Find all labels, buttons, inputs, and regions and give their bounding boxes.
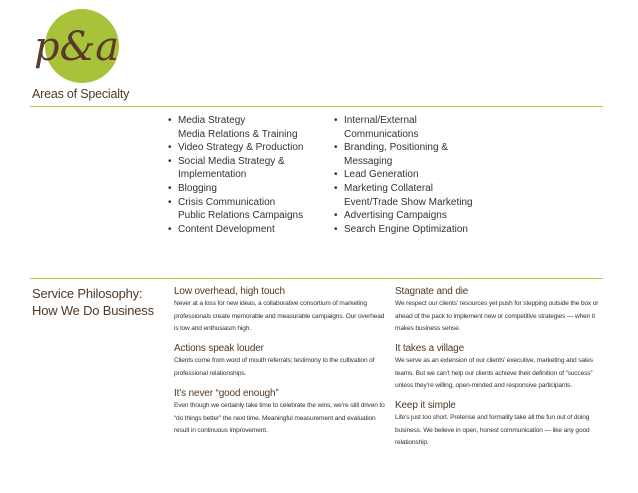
- bullet-icon: •: [334, 169, 338, 181]
- specialty-item-text: Internal/External: [344, 115, 417, 126]
- bullet-icon: •: [334, 223, 338, 235]
- top-divider: [30, 106, 603, 107]
- philosophy-heading: Stagnate and die: [395, 286, 469, 297]
- logo-text: p&a: [34, 24, 120, 70]
- service-philosophy-title: [32, 285, 154, 319]
- specialty-item-text: Social Media Strategy &: [178, 155, 285, 167]
- middle-divider: [30, 278, 603, 279]
- specialty-item-text: Communications: [344, 128, 419, 140]
- specialty-item: [332, 209, 502, 223]
- specialty-item: [166, 182, 336, 196]
- specialty-item-text: Marketing Collateral: [344, 182, 433, 194]
- specialty-list-right: [332, 114, 502, 236]
- philosophy-block: [395, 342, 610, 393]
- bullet-icon: •: [168, 196, 172, 208]
- bullet-icon: •: [168, 142, 172, 154]
- specialty-item: [166, 114, 336, 141]
- philosophy-heading: Low overhead, high touch: [174, 286, 285, 297]
- service-philosophy-title-line1: Service Philosophy:: [32, 286, 143, 301]
- specialty-item: [332, 141, 502, 168]
- specialty-item-text: Search Engine Optimization: [344, 223, 468, 235]
- philosophy-body: We serve as an extension of our clients’ executive, marketing and sales teams. But we can’t help our clients achieve their definition of “success” unless they’re willing, open-minded and responsive participants.: [395, 357, 593, 390]
- specialty-item-text: Branding, Positioning &: [344, 142, 448, 154]
- philosophy-heading: It takes a village: [395, 343, 465, 354]
- philosophy-heading: Actions speak louder: [174, 343, 264, 354]
- philosophy-block: [395, 285, 610, 336]
- specialty-item-text: Media Strategy: [178, 115, 246, 126]
- specialty-item: [332, 182, 502, 209]
- specialty-item-text: Lead Generation: [344, 169, 419, 181]
- philosophy-block: [395, 399, 610, 450]
- service-philosophy-title-line2: How We Do Business: [32, 303, 154, 318]
- specialty-item-text: Crisis Communication: [178, 196, 276, 208]
- bullet-icon: •: [168, 155, 172, 167]
- bullet-icon: •: [168, 223, 172, 235]
- philosophy-body: Clients come from word of mouth referrals; testimony to the cultivation of professional relationships.: [174, 357, 375, 377]
- specialty-item-text: Video Strategy & Production: [178, 142, 304, 154]
- specialty-item-text: Advertising Campaigns: [344, 210, 447, 222]
- specialty-item: [166, 141, 336, 155]
- specialty-item-text: Media Relations & Training: [178, 128, 298, 140]
- specialty-item: [332, 223, 502, 237]
- specialty-list-left: [166, 114, 336, 236]
- philosophy-body: Life’s just too short. Pretense and formality take all the fun out of doing business. We believe in open, honest communication — like any good relationship.: [395, 414, 590, 447]
- specialty-item: [166, 223, 336, 237]
- philosophy-body: We respect our clients’ resources yet push for stepping outside the box or ahead of the pack to implement new or competitive strategies — when it makes business sense.: [395, 300, 599, 333]
- specialty-item-text: Implementation: [178, 169, 247, 181]
- philosophy-body: Even though we certainly take time to celebrate the wins, we’re still driven to “do things better” the next time. Meaningful measurement and evaluation result in continuous improvement.: [174, 402, 385, 435]
- bullet-icon: •: [334, 182, 338, 194]
- bullet-icon: •: [334, 142, 338, 154]
- specialty-item-text: Event/Trade Show Marketing: [344, 196, 473, 208]
- logo: [30, 8, 120, 86]
- specialty-item: [332, 168, 502, 182]
- specialty-item-text: Public Relations Campaigns: [178, 210, 304, 222]
- specialty-item: [166, 155, 336, 182]
- specialty-item: [332, 114, 502, 141]
- philosophy-heading: It’s never “good enough”: [174, 388, 279, 399]
- specialty-item-text: Messaging: [344, 155, 393, 167]
- philosophy-block: [174, 387, 386, 438]
- philosophy-body: Never at a loss for new ideas, a collaborative consortium of marketing professionals create memorable and measurable campaigns. Our overhead is low and enthusiasm high.: [174, 300, 385, 333]
- bullet-icon: •: [334, 115, 338, 126]
- philosophy-block: [174, 285, 386, 336]
- bullet-icon: •: [334, 210, 338, 222]
- bullet-icon: •: [168, 182, 172, 194]
- logo-mark: [30, 8, 120, 86]
- philosophy-heading: Keep it simple: [395, 400, 456, 411]
- philosophy-block: [174, 342, 386, 380]
- specialty-item: [166, 196, 336, 223]
- specialty-item-text: Blogging: [178, 182, 217, 194]
- areas-of-specialty-title: Areas of Specialty: [32, 87, 130, 101]
- specialty-item-text: Content Development: [178, 223, 275, 235]
- bullet-icon: •: [168, 115, 172, 126]
